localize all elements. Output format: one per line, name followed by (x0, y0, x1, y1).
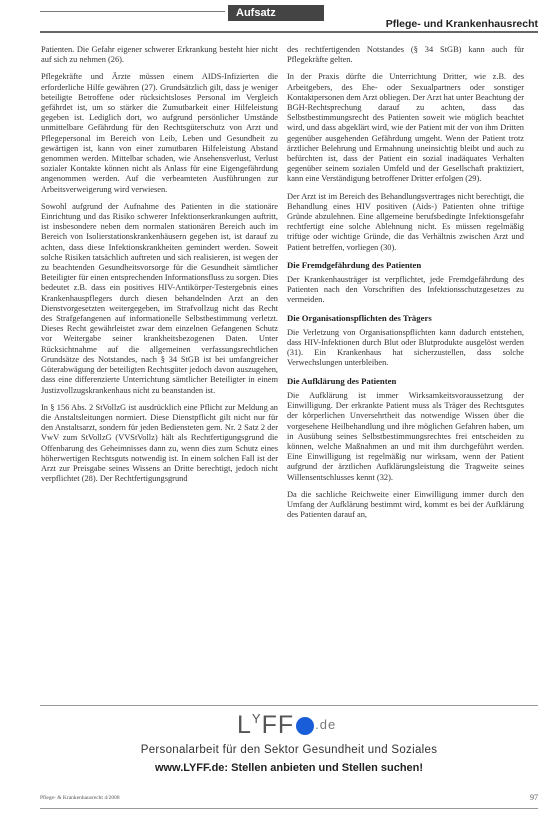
page-number: 97 (530, 793, 538, 802)
journal-title: Pflege- und Krankenhausrecht (385, 18, 538, 30)
paragraph: Sowohl aufgrund der Aufnahme des Patienten in die stationäre Einrichtung und das Risiko schwerer Infektionserkrankungen auftritt, ist insbesondere neben dem normalen stationären Bereich auch im Bereich von Isolierstationskrankenhäusern gegeben ist, ist darauf zu achten, dass diese Infektionskrankheiten gemindert werden. Soweit solche Risiken tatsächlich auftreten und sich realisieren, ist wegen der zu beachtenden Gesundheitsvorsorge für die Gesundheit sämtlicher Beteiligter für einen entsprechenden Informationsfluss zu sorgen. Dies bedeutet z.B. dass ein positives HIV-Antikörper-Testergebnis eines Krankenhauspflegers durch diesen behandelnden Arzt an den Dienstvorgesetzten weitergegeben, im Strafvollzug nicht das Recht des Strafgefangenen auf informationelle Selbstbestimmung verletzt. Dieses Recht gewährleistet zwar dem einzelnen Gefangenen Schutz vor Weitergabe seiner krankheitsbezogenen Daten. Unter Rücksichtnahme auf die allgemeinen verfassungsrechtlichen Grundsätze des Notstandes, nach § 34 StGB ist bei umfangreicher Güterabwägung der beteiligten Rechtsgüter jedoch davon auszugehen, dass eine differenzierte Unterrichtung sämtlicher Beteiligter in einem Justizvollzugskrankenhaus nicht zu beanstanden ist. (41, 201, 278, 395)
paragraph: In § 156 Abs. 2 StVollzG ist ausdrücklich eine Pflicht zur Meldung an die Anstaltsleitungen normiert. Diese Dienstpflicht gilt nicht nur für den Anstaltsarzt, sondern für jeden Bediensteten gem. Nr. 2 Satz 2 der VwV zum StVollzG (VVStVollz) hält als Rechtfertigungsgrund die Offenbarung des Geheimnisses dann zu, wenn dies zum Schutz eines höherwertigen Rechtsguts notwendig ist. In einem solchen Fall ist der Arzt zur Preisgabe seines Wissens an Dritte berechtigt, jedoch nicht verpflichtet (28). Der Rechtfertigungsgrund (41, 402, 278, 484)
logo-letters: FF (261, 711, 295, 739)
paragraph: In der Praxis dürfte die Unterrichtung Dritter, wie z.B. des Arbeitgebers, des Ehe- oder Sexualpartners oder sonstiger Kontaktpersonen dem Arzt obliegen. Der Arzt hat unter Beachtung der BGH-Rechtsprechung darauf zu achten, dass das Selbstbestimmungsrecht des Patienten soweit wie möglich beachtet wird, und dass abgeklärt wird, wie der Patient mit der von ihm Dritten gegenüber ausgehenden Gefährdung umgeht. Wenn der Patient trotz ärztlicher Belehrung und Ermahnung uneinsichtig bleibt und auch zu befürchten ist, dass der Patient ein sozial inadäquates Verhalten gegenüber seinem sozialen Umfeld und der Gesellschaft praktiziert, kann eine Verständigung betroffener Dritter erfolgen (29). (287, 72, 524, 184)
paragraph: Die Aufklärung ist immer Wirksamkeitsvoraussetzung der Einwilligung. Der erkrankte Patient muss als Träger des Rechtsgutes der körperlichen Unversehrtheit das notwendige Wissen über die vorgesehene Heilbehandlung und ihre möglichen Gefahren haben, um in Ausübung seines Selbstbestimmungsrechtes frei entscheiden zu können, welche Maßnahmen an und mit ihm durchgeführt werden. Eine Einwilligung ist regelmäßig nur wirksam, wenn der Patient aufgrund der ärztlichen Aufklärungsleistung die Tragweite seines Willensentschlusses kennt (32). (287, 390, 524, 482)
paragraph: Der Arzt ist im Bereich des Behandlungsvertrages nicht berechtigt, die Behandlung eines HIV positiven (Aids-) Patienten ohne triftige Gründe abzulehnen. Eine allgemeine berufsbedingte Infektionsgefahr rechtfertigt eine solche Ablehnung nicht. Es müssen regelmäßig triftige oder wichtige Gründe, die das Verhältnis zwischen Arzt und Patient betreffen, vorliegen (30). (287, 191, 524, 252)
header-rule (40, 31, 538, 33)
paragraph: Da die sachliche Reichweite einer Einwilligung immer durch den Umfang der Aufklärung bestimmt wird, kommt es bei der Aufklärung des Patienten darauf an, (287, 489, 524, 520)
logo-letter: L (237, 711, 252, 739)
logo-mark: Y (251, 711, 262, 726)
footer-source: Pflege- & Krankenhausrecht 4/2008 (40, 795, 120, 801)
footer (40, 795, 538, 801)
paragraph: Der Krankenhausträger ist verpflichtet, jede Fremdgefährdung des Patienten nach den Vorschriften des Infektionsschutzgesetzes zu vermeiden. (287, 275, 524, 305)
logo-dot-icon (296, 717, 314, 735)
section-heading: Die Aufklärung des Patienten (287, 375, 397, 386)
paragraph: Pflegekräfte und Ärzte müssen einem AIDS-Infizierten die erforderliche Hilfe gewähren (27). Grundsätzlich gilt, dass je weniger beteiligte Betroffene oder rücksichtsloses Personal im Vergleich gefährdet ist, um so stärker die Zumutbarkeit einer Hilfeleistung gegeben ist. Lediglich dort, wo aufgrund persönlicher Umstände unmittelbare Gefährdung für den Rechtsgüterschutz von Arzt und Pflegepersonal im Bereich von Leib, Leben und Gesundheit zu gewärtigen ist, kann von einer zumutbaren Hilfeleistung Abstand genommen werden. Mittelbar schaden, wie Ansehensverlust, Verlust sozialer Kontakte können nicht als Anlass für eine Eigengefährdung angenommen werden. Auf die verbeamteten Ausführungen zur Arbeitsverweigerung wird verwiesen. (41, 72, 278, 194)
logo-domain: .de (315, 717, 337, 732)
right-column (287, 45, 524, 527)
advertisement[interactable] (40, 705, 538, 777)
paragraph: Die Verletzung von Organisationspflichten kann dadurch entstehen, dass HIV-Infektionen durch Blut oder Blutprodukte ausgelöst werden (31). Ein Krankenhaus hat sicherzustellen, dass solche Verwechslungen unterbleiben. (287, 327, 524, 368)
lyff-logo (237, 711, 336, 740)
footer-rule (40, 808, 538, 809)
paragraph: des rechtfertigenden Notstandes (§ 34 StGB) kann auch für Pflegekräfte gelten. (287, 45, 524, 65)
paragraph: Patienten. Die Gefahr eigener schwerer Erkrankung besteht hier nicht auf sich zu nehmen (26). (41, 45, 278, 65)
section-heading: Die Fremdgefährdung des Patienten (287, 259, 422, 270)
section-tab: Aufsatz (228, 5, 324, 21)
ad-tagline: Personalarbeit für den Sektor Gesundheit und Soziales (140, 744, 438, 756)
ad-url-link[interactable]: www.LYFF.de: Stellen anbieten und Stellen suchen! (154, 762, 424, 774)
section-heading: Die Organisationspflichten des Trägers (287, 312, 432, 323)
header-rule-left (40, 11, 225, 12)
left-column (41, 45, 278, 491)
ad-divider (40, 705, 538, 706)
